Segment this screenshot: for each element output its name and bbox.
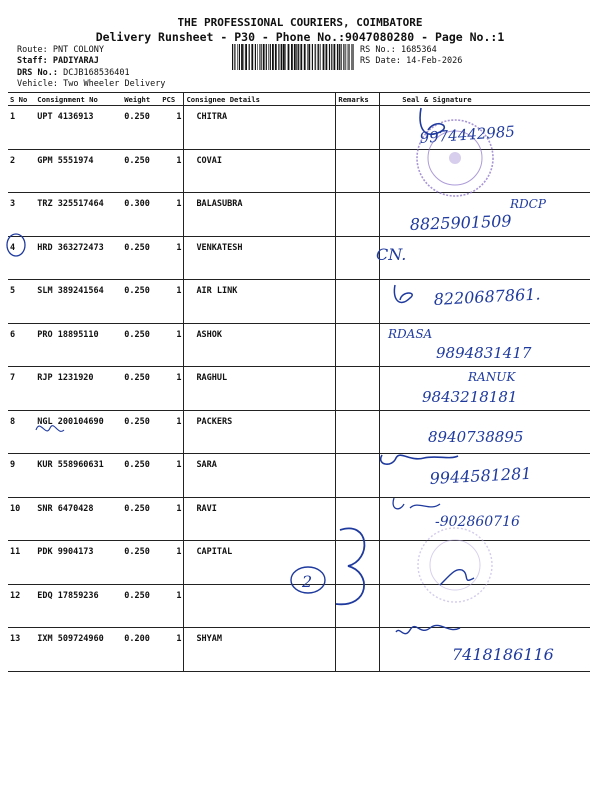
consignee-cell: RAGHUL: [184, 367, 336, 411]
barcode-bar: [245, 44, 247, 70]
barcode-bar: [315, 44, 316, 70]
barcode-bar: [234, 44, 235, 70]
barcode-bar: [257, 44, 258, 70]
barcode-bar: [312, 44, 313, 70]
table-row: [8, 497, 590, 541]
barcode-bar: [296, 44, 297, 70]
barcode-bar: [351, 44, 352, 70]
pcs-cell: 1: [160, 106, 184, 150]
staff-label: Staff:: [17, 56, 48, 66]
seal-signature-cell: [380, 410, 590, 454]
table-row: [8, 628, 590, 672]
sno-cell: 4: [8, 236, 35, 280]
consignee-cell: AIR LINK: [184, 280, 336, 324]
rs-no-line: [360, 45, 437, 55]
barcode-bar: [334, 44, 336, 70]
barcode-bar: [318, 44, 319, 70]
barcode-bar: [259, 44, 260, 70]
barcode-bar: [323, 44, 325, 70]
weight-cell: 0.200: [122, 628, 160, 672]
remarks-cell: [336, 323, 380, 367]
barcode-bar: [251, 44, 253, 70]
pcs-cell: 1: [160, 236, 184, 280]
seal-signature-cell: [380, 323, 590, 367]
remarks-cell: [336, 628, 380, 672]
weight-cell: 0.250: [122, 106, 160, 150]
weight-cell: 0.250: [122, 367, 160, 411]
barcode-bar: [349, 44, 350, 70]
sno-cell: 8: [8, 410, 35, 454]
table-row: [8, 541, 590, 585]
header-seal-signature: Seal & Signature: [380, 93, 590, 106]
barcode-bar: [339, 44, 340, 70]
table-row: [8, 454, 590, 498]
consignment-cell: SNR 6470428: [35, 497, 122, 541]
consignee-cell: CAPITAL: [184, 541, 336, 585]
table-row: [8, 280, 590, 324]
barcode-bar: [320, 44, 321, 70]
seal-signature-cell: [380, 280, 590, 324]
phone-row1: 9974442985: [419, 122, 516, 147]
consignee-cell: SARA: [184, 454, 336, 498]
seal-signature-cell: [380, 149, 590, 193]
consignee-cell: ASHOK: [184, 323, 336, 367]
remarks-cell: [336, 367, 380, 411]
sno-cell: 7: [8, 367, 35, 411]
rs-no-label: RS No.:: [360, 45, 396, 55]
route-line: [17, 45, 104, 55]
remarks-cell: [336, 193, 380, 237]
pcs-cell: 1: [160, 149, 184, 193]
header-pcs: PCS: [160, 93, 184, 106]
barcode-bar: [343, 44, 344, 70]
consignment-cell: RJP 1231920: [35, 367, 122, 411]
barcode-bar: [239, 44, 240, 70]
barcode-bar: [317, 44, 318, 70]
header-weight: Weight: [122, 93, 160, 106]
weight-cell: 0.250: [122, 280, 160, 324]
vehicle-line: [17, 79, 165, 89]
barcode-bar: [275, 44, 277, 70]
barcode-bar: [270, 44, 271, 70]
phone-row6: 9894831417: [436, 344, 532, 362]
barcode-bar: [241, 44, 243, 70]
consignment-cell: SLM 389241564: [35, 280, 122, 324]
remarks-cell: [336, 497, 380, 541]
table-row: [8, 584, 590, 628]
seal-signature-cell: [380, 236, 590, 280]
table-row: [8, 367, 590, 411]
barcode-bar: [244, 44, 245, 70]
sno-cell: 5: [8, 280, 35, 324]
consignment-cell: PDK 9904173: [35, 541, 122, 585]
barcode-bar: [304, 44, 306, 70]
weight-cell: 0.250: [122, 584, 160, 628]
barcode-bar: [308, 44, 310, 70]
sno-cell: 9: [8, 454, 35, 498]
seal-signature-cell: [380, 106, 590, 150]
barcode-bar: [281, 44, 283, 70]
seal-signature-cell: [380, 454, 590, 498]
consignee-cell: BALASUBRA: [184, 193, 336, 237]
pcs-cell: 1: [160, 628, 184, 672]
phone-row5: 8220687861.: [433, 284, 541, 309]
document-title: THE PROFESSIONAL COURIERS, COIMBATORE: [177, 16, 423, 29]
phone-row3: 8825901509: [409, 211, 512, 234]
barcode-bar: [294, 44, 296, 70]
barcode-bar: [291, 44, 293, 70]
phone-row7: 9843218181: [422, 388, 518, 406]
runsheet-table: [8, 92, 590, 672]
pcs-cell: 1: [160, 323, 184, 367]
barcode-bar: [261, 44, 262, 70]
barcode-bar: [307, 44, 308, 70]
barcode-bar: [232, 44, 233, 70]
rs-date-line: [360, 56, 462, 66]
consignment-cell: HRD 363272473: [35, 236, 122, 280]
barcode-bar: [255, 44, 256, 70]
table-row: [8, 193, 590, 237]
pcs-cell: 1: [160, 541, 184, 585]
pcs-cell: 1: [160, 454, 184, 498]
weight-cell: 0.250: [122, 236, 160, 280]
barcode-bar: [353, 44, 354, 70]
seal-signature-cell: [380, 367, 590, 411]
table-row: [8, 410, 590, 454]
remarks-cell: [336, 280, 380, 324]
consignment-cell: NGL 200104690: [35, 410, 122, 454]
remarks-cell: [336, 410, 380, 454]
sno-cell: 3: [8, 193, 35, 237]
table-row: [8, 236, 590, 280]
remarks-cell: [336, 236, 380, 280]
consignee-cell: SHYAM: [184, 628, 336, 672]
seal-signature-cell: [380, 193, 590, 237]
sno-cell: 11: [8, 541, 35, 585]
weight-cell: 0.250: [122, 497, 160, 541]
sno-cell: 1: [8, 106, 35, 150]
drs-value: DCJB168536401: [63, 68, 130, 78]
seal-signature-cell: [380, 497, 590, 541]
weight-cell: 0.250: [122, 410, 160, 454]
barcode-bar: [237, 44, 238, 70]
barcode-bar: [331, 44, 332, 70]
barcode-bar: [329, 44, 330, 70]
barcode-bar: [288, 44, 290, 70]
drs-line: [17, 68, 130, 78]
number-row12: 2: [302, 572, 313, 591]
barcode-bar: [278, 44, 279, 70]
barcode-bar: [272, 44, 274, 70]
barcode-bar: [283, 44, 285, 70]
barcode: [232, 44, 354, 70]
rs-date-value: 14-Feb-2026: [406, 56, 463, 66]
pcs-cell: 1: [160, 367, 184, 411]
table-row: [8, 323, 590, 367]
consignment-cell: EDQ 17859236: [35, 584, 122, 628]
table-row: [8, 149, 590, 193]
table-body: [8, 106, 590, 672]
note-row3: RDCP: [510, 197, 546, 211]
consignee-cell: RAVI: [184, 497, 336, 541]
sno-cell: 13: [8, 628, 35, 672]
weight-cell: 0.250: [122, 454, 160, 498]
route-label: Route:: [17, 45, 48, 55]
name-row6: RDASA: [388, 327, 433, 341]
phone-row13: 7418186116: [452, 645, 554, 664]
phone-row9: 9944581281: [429, 463, 532, 488]
consignee-cell: COVAI: [184, 149, 336, 193]
header-remarks: Remarks: [336, 93, 380, 106]
barcode-bar: [337, 44, 338, 70]
phone-row10: -902860716: [435, 514, 520, 530]
weight-cell: 0.250: [122, 541, 160, 585]
sno-cell: 2: [8, 149, 35, 193]
consignment-cell: PRO 18895110: [35, 323, 122, 367]
pcs-cell: 1: [160, 497, 184, 541]
document-subtitle: Delivery Runsheet - P30 - Phone No.:9047080280 - Page No.:1: [95, 30, 505, 44]
remarks-cell: [336, 454, 380, 498]
seal-signature-cell: [380, 584, 590, 628]
barcode-bar: [249, 44, 250, 70]
weight-cell: 0.300: [122, 193, 160, 237]
weight-cell: 0.250: [122, 323, 160, 367]
consignment-cell: TRZ 325517464: [35, 193, 122, 237]
consignee-cell: CHITRA: [184, 106, 336, 150]
pcs-cell: 1: [160, 280, 184, 324]
remarks-cell: [336, 106, 380, 150]
barcode-bar: [263, 44, 265, 70]
barcode-bar: [347, 44, 348, 70]
vehicle-value: Two Wheeler Delivery: [63, 79, 166, 89]
staff-value: PADIYARAJ: [52, 56, 99, 66]
consignee-cell: VENKATESH: [184, 236, 336, 280]
sno-cell: 10: [8, 497, 35, 541]
barcode-bar: [300, 44, 302, 70]
table-header-row: [8, 93, 590, 106]
rs-date-label: RS Date:: [360, 56, 401, 66]
vehicle-label: Vehicle:: [17, 79, 58, 89]
consignee-cell: PACKERS: [184, 410, 336, 454]
barcode-bar: [268, 44, 269, 70]
barcode-bar: [341, 44, 342, 70]
consignment-cell: KUR 558960631: [35, 454, 122, 498]
weight-cell: 0.250: [122, 149, 160, 193]
sno-cell: 12: [8, 584, 35, 628]
note-row4: CN.: [376, 245, 407, 264]
barcode-bar: [266, 44, 267, 70]
rs-no-value: 1685364: [400, 45, 437, 55]
pcs-cell: 1: [160, 584, 184, 628]
staff-line: [17, 56, 99, 66]
consignee-cell: [184, 584, 336, 628]
remarks-cell: [336, 584, 380, 628]
remarks-cell: [336, 149, 380, 193]
seal-signature-cell: [380, 541, 590, 585]
header-sno: S No: [8, 93, 35, 106]
consignment-cell: IXM 509724960: [35, 628, 122, 672]
barcode-bar: [326, 44, 328, 70]
drs-label: DRS No.:: [17, 68, 58, 78]
barcode-bar: [298, 44, 299, 70]
consignment-cell: UPT 4136913: [35, 106, 122, 150]
table-row: [8, 106, 590, 150]
barcode-bar: [285, 44, 286, 70]
sno-cell: 6: [8, 323, 35, 367]
header-consignee: Consignee Details: [184, 93, 336, 106]
phone-row8: 8940738895: [428, 428, 524, 446]
pcs-cell: 1: [160, 193, 184, 237]
remarks-cell: [336, 541, 380, 585]
barcode-bar: [348, 44, 349, 70]
consignment-cell: GPM 5551974: [35, 149, 122, 193]
seal-signature-cell: [380, 628, 590, 672]
name-row7: RANUK: [468, 370, 516, 384]
pcs-cell: 1: [160, 410, 184, 454]
header-consignment: Consignment No: [35, 93, 122, 106]
barcode-bar: [345, 44, 346, 70]
route-value: PNT COLONY: [52, 45, 105, 55]
